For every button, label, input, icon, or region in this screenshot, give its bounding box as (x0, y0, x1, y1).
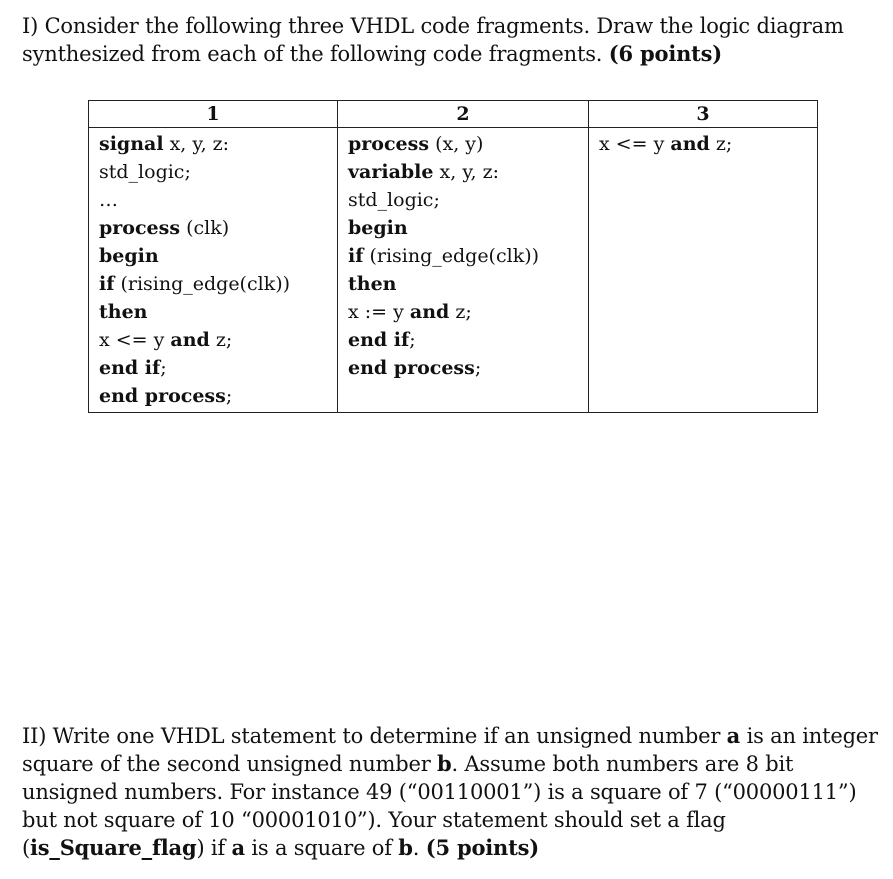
code-line (99, 214, 327, 242)
code-line (348, 326, 578, 354)
question-2-prompt (22, 722, 884, 862)
column-header-3: 3 (589, 101, 818, 128)
code-text: x, y, z: (433, 161, 500, 183)
code-fragment-2 (338, 128, 589, 413)
code-keyword: begin (99, 245, 159, 267)
code-line (348, 158, 578, 186)
code-keyword: end process (99, 385, 226, 407)
code-text: … (99, 189, 118, 211)
table-header-row (89, 101, 818, 128)
code-keyword: and (670, 133, 710, 155)
column-header-2: 2 (338, 101, 589, 128)
code-keyword: process (99, 217, 181, 239)
code-line (99, 270, 327, 298)
question-1-points: (6 points) (608, 41, 723, 66)
code-text: x, y, z: (163, 133, 230, 155)
code-line (99, 298, 327, 326)
code-text: z; (709, 133, 733, 155)
code-keyword: end process (348, 357, 475, 379)
code-text: ; (225, 385, 233, 407)
code-line (99, 354, 327, 382)
question-2-points: (5 points) (425, 835, 539, 860)
var-a: a (726, 723, 741, 748)
code-text: (rising_edge(clk)) (114, 273, 291, 295)
code-line (99, 186, 327, 214)
code-fragment-1 (89, 128, 338, 413)
code-line (348, 130, 578, 158)
code-text: (clk) (180, 217, 230, 239)
code-line (348, 270, 578, 298)
code-line (99, 382, 327, 410)
question-1-text: I) Consider the following three VHDL code fragments. Draw the logic diagram synthesized from each of the following code fragments. (22, 14, 844, 66)
question-2-text: is a square of (244, 836, 399, 860)
code-line (348, 186, 578, 214)
code-text: ; (409, 329, 416, 351)
code-line (99, 326, 327, 354)
code-line (348, 214, 578, 242)
code-text: ; (160, 357, 167, 379)
column-header-1: 1 (89, 101, 338, 128)
code-line (599, 130, 807, 158)
code-keyword: process (348, 133, 430, 155)
code-keyword: if (99, 273, 115, 295)
code-text: x <= y (99, 329, 171, 351)
question-2-text: is an integer square of the second unsigned number (22, 724, 878, 776)
code-keyword: begin (348, 217, 408, 239)
code-text: ; (474, 357, 482, 379)
code-keyword: if (348, 245, 364, 267)
code-text: (rising_edge(clk)) (363, 245, 540, 267)
question-2-text: . (412, 836, 426, 860)
code-fragment-3 (589, 128, 818, 413)
table-row (89, 128, 818, 413)
code-text: std_logic; (348, 189, 440, 211)
var-a: a (231, 835, 245, 860)
code-line (348, 354, 578, 382)
code-keyword: variable (348, 161, 434, 183)
code-text: x <= y (599, 133, 671, 155)
code-keyword: signal (99, 133, 164, 155)
code-keyword: then (99, 301, 148, 323)
question-2-text: ) if (196, 836, 232, 860)
question-2-text: II) Write one VHDL statement to determine if an unsigned number (22, 724, 727, 748)
code-keyword: then (348, 273, 397, 295)
code-text: z; (209, 329, 233, 351)
code-line (348, 242, 578, 270)
code-text: std_logic; (99, 161, 191, 183)
code-keyword: and (170, 329, 210, 351)
question-2-text: . Assume both numbers are 8 bit unsigned numbers. For instance 49 (“00110001”) is a square of 7 (“00000111”) but not square of 10 “00001010”). Your statement should set a flag ( (22, 752, 857, 860)
code-line (99, 242, 327, 270)
vhdl-code-table (88, 100, 818, 413)
code-line (99, 158, 327, 186)
var-b: b (437, 751, 452, 776)
question-1-prompt (22, 12, 882, 68)
code-line (348, 298, 578, 326)
code-text: x := y (348, 301, 410, 323)
code-keyword: and (409, 301, 450, 323)
flag-name: is_Square_flag (30, 835, 197, 860)
code-line (99, 130, 327, 158)
code-text: z; (449, 301, 472, 323)
code-keyword: end if (348, 329, 410, 351)
code-text: (x, y) (429, 133, 484, 155)
var-b: b (398, 835, 413, 860)
code-keyword: end if (99, 357, 161, 379)
